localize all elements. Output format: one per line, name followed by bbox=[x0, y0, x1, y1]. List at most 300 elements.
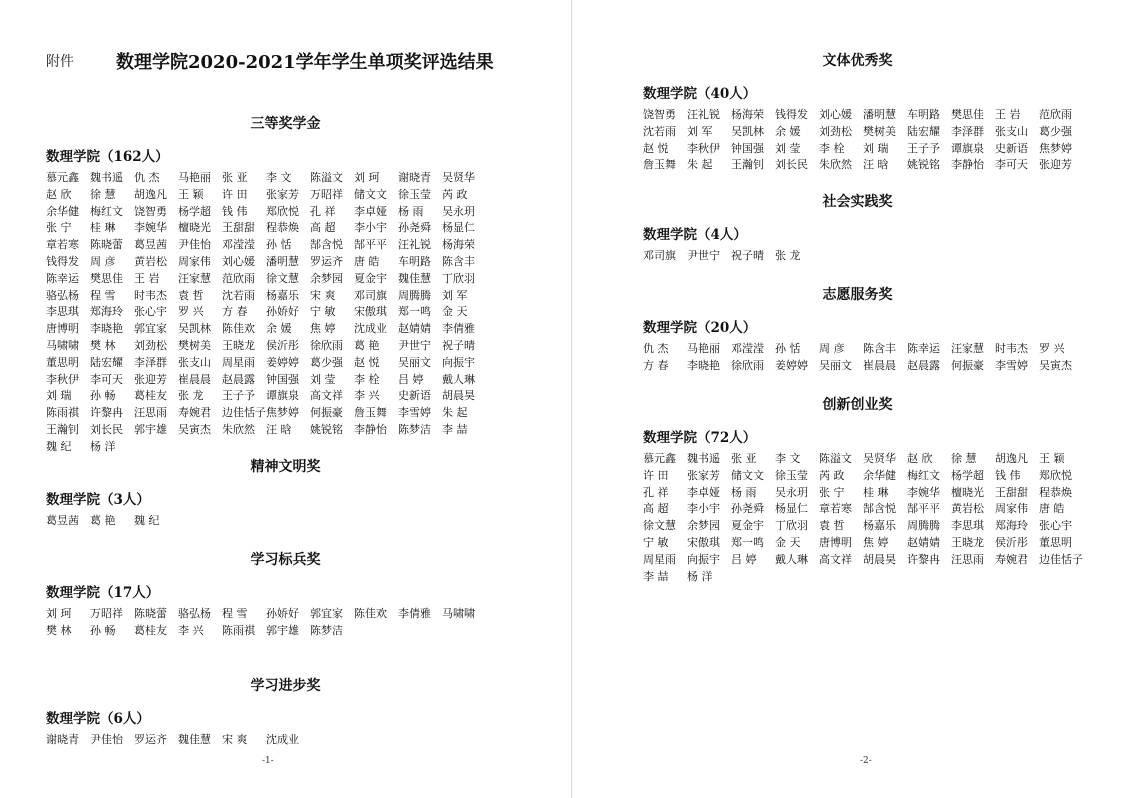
student-name: 马啸啸 bbox=[442, 607, 475, 620]
student-name: 赵晨露 bbox=[907, 358, 940, 372]
student-name: 檀晓光 bbox=[951, 485, 984, 499]
student-name: 芮 政 bbox=[442, 187, 468, 201]
student-name: 钱得发 bbox=[46, 254, 79, 268]
student-name: 沈若雨 bbox=[643, 124, 676, 138]
award-section-third-scholarship bbox=[0, 114, 571, 456]
student-name: 慕元鑫 bbox=[46, 171, 79, 184]
student-name: 郭宇雄 bbox=[134, 422, 167, 436]
student-name: 郑一鸣 bbox=[731, 535, 764, 549]
student-name: 葛 艳 bbox=[90, 514, 116, 527]
student-name: 骆弘杨 bbox=[46, 288, 79, 302]
student-name: 陈雨祺 bbox=[222, 623, 255, 637]
student-name: 李婉华 bbox=[907, 485, 940, 499]
student-name: 张家芳 bbox=[266, 187, 299, 201]
award-section-study-progress bbox=[0, 676, 571, 749]
student-name: 李倩雅 bbox=[398, 607, 431, 620]
student-name: 陈佳欢 bbox=[354, 607, 387, 620]
student-name: 许黎冉 bbox=[90, 406, 123, 420]
student-name: 边佳恬子 bbox=[222, 406, 266, 420]
student-name: 吴丽文 bbox=[819, 358, 852, 372]
student-name: 魏佳慧 bbox=[398, 271, 431, 285]
student-name: 陈梦洁 bbox=[398, 422, 431, 436]
student-name: 邓滢滢 bbox=[222, 238, 255, 252]
student-name: 章若寒 bbox=[46, 238, 79, 252]
student-name: 刘 军 bbox=[687, 124, 713, 138]
student-name: 李 文 bbox=[266, 171, 292, 184]
student-name: 徐 慧 bbox=[90, 187, 116, 201]
student-name: 李可天 bbox=[90, 372, 123, 386]
student-name: 罗运齐 bbox=[134, 733, 167, 746]
award-section-volunteer-service bbox=[572, 285, 1143, 375]
student-name: 钱 伟 bbox=[995, 468, 1021, 482]
student-name: 崔晨晨 bbox=[178, 372, 211, 386]
student-name: 郜含悦 bbox=[310, 238, 343, 252]
student-name: 汪 晗 bbox=[863, 158, 889, 172]
student-name: 杨显仁 bbox=[775, 502, 808, 516]
student-name: 邓司旗 bbox=[643, 249, 676, 262]
student-name: 李 喆 bbox=[643, 569, 669, 583]
student-name: 徐欣雨 bbox=[310, 338, 343, 352]
student-name: 孙 恬 bbox=[266, 238, 292, 252]
student-name: 黄岩松 bbox=[134, 254, 167, 268]
student-name: 方 春 bbox=[643, 358, 669, 372]
student-name: 张 宁 bbox=[46, 221, 72, 235]
award-section-study-model bbox=[0, 550, 571, 640]
student-name: 徐 慧 bbox=[951, 452, 977, 465]
award-title: 文体优秀奖 bbox=[822, 53, 893, 69]
student-name: 祝子晴 bbox=[731, 249, 764, 262]
student-name: 詹玉舞 bbox=[354, 406, 387, 420]
student-name: 张迎芳 bbox=[1039, 158, 1072, 172]
student-name: 邓司旗 bbox=[354, 288, 387, 302]
student-name: 宋 爽 bbox=[310, 288, 336, 302]
student-name: 刘 珂 bbox=[46, 607, 72, 620]
student-name: 胡晨昊 bbox=[442, 389, 475, 403]
student-name: 唐博明 bbox=[46, 322, 79, 336]
student-name: 钟国强 bbox=[731, 141, 764, 155]
award-title: 学习进步奖 bbox=[250, 678, 321, 694]
student-name: 饶智勇 bbox=[643, 108, 676, 121]
student-name: 郑欣悦 bbox=[1039, 468, 1072, 482]
student-name: 李 文 bbox=[775, 452, 801, 465]
student-name: 李卓娅 bbox=[687, 485, 720, 499]
student-name: 葛昱茜 bbox=[134, 238, 167, 252]
student-name: 杨 雨 bbox=[731, 485, 757, 499]
student-name: 王子予 bbox=[222, 389, 255, 403]
student-name: 余梦园 bbox=[310, 271, 343, 285]
student-name: 车明路 bbox=[907, 108, 940, 121]
student-name: 余华健 bbox=[863, 468, 896, 482]
student-name: 梅红文 bbox=[90, 204, 123, 218]
attachment-label: 附件 bbox=[46, 54, 74, 70]
student-name: 高 超 bbox=[310, 221, 336, 235]
award-title: 三等奖学金 bbox=[250, 116, 321, 132]
student-name: 王晓龙 bbox=[222, 338, 255, 352]
student-name: 陈幸运 bbox=[46, 271, 79, 285]
award-title: 社会实践奖 bbox=[822, 194, 893, 210]
student-name: 李 喆 bbox=[442, 422, 468, 436]
student-name: 李雪婷 bbox=[995, 358, 1028, 372]
student-name: 尹世宁 bbox=[687, 249, 720, 262]
student-name: 车明路 bbox=[398, 254, 431, 268]
student-name: 杨 洋 bbox=[90, 439, 116, 453]
award-section-sports-culture bbox=[572, 51, 1143, 174]
student-name: 何振豪 bbox=[951, 358, 984, 372]
student-name: 钟国强 bbox=[266, 372, 299, 386]
student-name: 周家伟 bbox=[995, 502, 1028, 516]
student-name: 唐 皓 bbox=[1039, 502, 1065, 516]
student-name: 方 春 bbox=[222, 305, 248, 319]
student-name: 李小宇 bbox=[354, 221, 387, 235]
student-name: 程恭焕 bbox=[1039, 485, 1072, 499]
student-name: 桂 琳 bbox=[90, 221, 116, 235]
award-section-spiritual-civilization bbox=[0, 457, 571, 530]
award-title: 志愿服务奖 bbox=[822, 287, 893, 303]
student-name: 汪 晗 bbox=[266, 422, 292, 436]
student-name: 万昭祥 bbox=[90, 607, 123, 620]
student-name: 王甜甜 bbox=[995, 485, 1028, 499]
student-name: 王瀚钊 bbox=[46, 422, 79, 436]
student-name: 陈含丰 bbox=[442, 254, 475, 268]
student-name: 樊思佳 bbox=[951, 108, 984, 121]
student-name: 余 媛 bbox=[775, 124, 801, 138]
document-page-2 bbox=[572, 0, 1143, 798]
student-name: 吴凯林 bbox=[731, 124, 764, 138]
student-name: 魏 纪 bbox=[46, 439, 72, 453]
college-count: 数理学院（20人） bbox=[643, 320, 757, 336]
student-name: 姜婷婷 bbox=[266, 355, 299, 369]
student-name: 崔晨晨 bbox=[863, 358, 896, 372]
name-list bbox=[643, 248, 1093, 265]
student-name: 夏金宇 bbox=[354, 271, 387, 285]
student-name: 寿婉君 bbox=[995, 552, 1028, 566]
student-name: 徐玉莹 bbox=[398, 187, 431, 201]
student-name: 李泽群 bbox=[134, 355, 167, 369]
student-name: 孔 祥 bbox=[643, 485, 669, 499]
student-name: 沈若雨 bbox=[222, 288, 255, 302]
student-name: 沈成业 bbox=[266, 733, 299, 746]
student-name: 祝子晴 bbox=[442, 338, 475, 352]
student-name: 范欣雨 bbox=[1039, 108, 1072, 121]
student-name: 汪礼锐 bbox=[687, 108, 720, 121]
student-name: 孙娇好 bbox=[266, 607, 299, 620]
college-count: 数理学院（72人） bbox=[643, 430, 757, 446]
student-name: 张支山 bbox=[178, 355, 211, 369]
award-title: 学习标兵奖 bbox=[250, 552, 321, 568]
student-name: 王 岩 bbox=[995, 108, 1021, 121]
student-name: 葛桂友 bbox=[134, 389, 167, 403]
student-name: 樊 林 bbox=[90, 338, 116, 352]
student-name: 樊思佳 bbox=[90, 271, 123, 285]
student-name: 樊 林 bbox=[46, 623, 72, 637]
student-name: 尹佳怡 bbox=[178, 238, 211, 252]
student-name: 胡逸凡 bbox=[134, 187, 167, 201]
student-name: 赵婧婧 bbox=[398, 322, 431, 336]
student-name: 章若寒 bbox=[819, 502, 852, 516]
student-name: 李 栓 bbox=[819, 141, 845, 155]
student-name: 刘劲松 bbox=[819, 124, 852, 138]
student-name: 李晓艳 bbox=[90, 322, 123, 336]
student-name: 刘 瑞 bbox=[46, 389, 72, 403]
document-title: 数理学院2020-2021学年学生单项奖评选结果 bbox=[116, 52, 494, 73]
student-name: 张家芳 bbox=[687, 468, 720, 482]
student-name: 郜平平 bbox=[907, 502, 940, 516]
student-name: 王瀚钊 bbox=[731, 158, 764, 172]
student-name: 陈晓蕾 bbox=[134, 607, 167, 620]
award-section-innovation-entrepreneurship bbox=[572, 395, 1143, 585]
student-name: 李婉华 bbox=[134, 221, 167, 235]
student-name: 姜婷婷 bbox=[775, 358, 808, 372]
student-name: 马艳丽 bbox=[687, 342, 720, 355]
student-name: 谢晓青 bbox=[46, 733, 79, 746]
student-name: 张 龙 bbox=[178, 389, 204, 403]
student-name: 李 兴 bbox=[354, 389, 380, 403]
student-name: 李 栓 bbox=[354, 372, 380, 386]
student-name: 张心宇 bbox=[134, 305, 167, 319]
student-name: 朱 起 bbox=[442, 406, 468, 420]
student-name: 谭旗泉 bbox=[266, 389, 299, 403]
student-name: 侯沂彤 bbox=[266, 338, 299, 352]
student-name: 储文文 bbox=[354, 187, 387, 201]
student-name: 仇 杰 bbox=[134, 171, 160, 184]
student-name: 李 兴 bbox=[178, 623, 204, 637]
student-name: 陈雨祺 bbox=[46, 406, 79, 420]
student-name: 魏书遥 bbox=[90, 171, 123, 184]
student-name: 罗 兴 bbox=[1039, 342, 1065, 355]
student-name: 郭宇雄 bbox=[266, 623, 299, 637]
student-name: 刘 莹 bbox=[775, 141, 801, 155]
student-name: 陈幸运 bbox=[907, 342, 940, 355]
student-name: 葛昱茜 bbox=[46, 514, 79, 527]
student-name: 孙 畅 bbox=[90, 389, 116, 403]
student-name: 汪家慧 bbox=[951, 342, 984, 355]
student-name: 王 颖 bbox=[178, 187, 204, 201]
student-name: 侯沂彤 bbox=[995, 535, 1028, 549]
student-name: 范欣雨 bbox=[222, 271, 255, 285]
student-name: 孙 畅 bbox=[90, 623, 116, 637]
student-name: 郑一鸣 bbox=[398, 305, 431, 319]
student-name: 余 媛 bbox=[266, 322, 292, 336]
student-name: 丁欣羽 bbox=[442, 271, 475, 285]
student-name: 马啸啸 bbox=[46, 338, 79, 352]
student-name: 钱 伟 bbox=[222, 204, 248, 218]
student-name: 杨 雨 bbox=[398, 204, 424, 218]
award-title: 精神文明奖 bbox=[250, 459, 321, 475]
student-name: 吴贤华 bbox=[863, 452, 896, 465]
student-name: 刘 莹 bbox=[310, 372, 336, 386]
student-name: 周星雨 bbox=[643, 552, 676, 566]
student-name: 陈梦洁 bbox=[310, 623, 343, 637]
student-name: 杨显仁 bbox=[442, 221, 475, 235]
student-name: 张 亚 bbox=[222, 171, 248, 184]
student-name: 徐欣雨 bbox=[731, 358, 764, 372]
student-name: 时韦杰 bbox=[134, 288, 167, 302]
student-name: 慕元鑫 bbox=[643, 452, 676, 465]
student-name: 刘 瑞 bbox=[863, 141, 889, 155]
student-name: 姚锐铭 bbox=[907, 158, 940, 172]
student-name: 董思明 bbox=[46, 355, 79, 369]
student-name: 时韦杰 bbox=[995, 342, 1028, 355]
student-name: 周星雨 bbox=[222, 355, 255, 369]
student-name: 李晓艳 bbox=[687, 358, 720, 372]
name-list bbox=[46, 170, 496, 456]
student-name: 檀晓光 bbox=[178, 221, 211, 235]
student-name: 樊树美 bbox=[863, 124, 896, 138]
student-name: 徐玉莹 bbox=[775, 468, 808, 482]
student-name: 刘心媛 bbox=[819, 108, 852, 121]
student-name: 戴人琳 bbox=[442, 372, 475, 386]
student-name: 李静怡 bbox=[354, 422, 387, 436]
student-name: 陈溢文 bbox=[310, 171, 343, 184]
student-name: 吴贤华 bbox=[442, 171, 475, 184]
student-name: 向振宇 bbox=[442, 355, 475, 369]
student-name: 陆宏耀 bbox=[907, 124, 940, 138]
college-count: 数理学院（6人） bbox=[46, 711, 150, 727]
student-name: 陈晓蕾 bbox=[90, 238, 123, 252]
student-name: 沈成业 bbox=[354, 322, 387, 336]
student-name: 向振宇 bbox=[687, 552, 720, 566]
student-name: 葛桂友 bbox=[134, 623, 167, 637]
student-name: 李静怡 bbox=[951, 158, 984, 172]
student-name: 史新语 bbox=[398, 389, 431, 403]
student-name: 吴丽文 bbox=[398, 355, 431, 369]
student-name: 刘长民 bbox=[90, 422, 123, 436]
student-name: 魏 纪 bbox=[134, 514, 160, 527]
name-list bbox=[643, 451, 1093, 585]
student-name: 郑海玲 bbox=[90, 305, 123, 319]
student-name: 汪思雨 bbox=[134, 406, 167, 420]
student-name: 宋 爽 bbox=[222, 733, 248, 746]
student-name: 梅红文 bbox=[907, 468, 940, 482]
student-name: 唐博明 bbox=[819, 535, 852, 549]
student-name: 刘劲松 bbox=[134, 338, 167, 352]
student-name: 李卓娅 bbox=[354, 204, 387, 218]
student-name: 夏金宇 bbox=[731, 519, 764, 533]
student-name: 焦梦婷 bbox=[1039, 141, 1072, 155]
student-name: 张心宇 bbox=[1039, 519, 1072, 533]
student-name: 程恭焕 bbox=[266, 221, 299, 235]
student-name: 罗运齐 bbox=[310, 254, 343, 268]
student-name: 吕 婷 bbox=[398, 372, 424, 386]
student-name: 吴凯林 bbox=[178, 322, 211, 336]
student-name: 周腾腾 bbox=[398, 288, 431, 302]
student-name: 张 龙 bbox=[775, 249, 801, 262]
student-name: 杨学超 bbox=[951, 468, 984, 482]
student-name: 丁欣羽 bbox=[775, 519, 808, 533]
award-section-social-practice bbox=[572, 192, 1143, 265]
student-name: 金 天 bbox=[775, 535, 801, 549]
student-name: 焦 婷 bbox=[863, 535, 889, 549]
student-name: 储文文 bbox=[731, 468, 764, 482]
student-name: 王 颖 bbox=[1039, 452, 1065, 465]
student-name: 李思琪 bbox=[46, 305, 79, 319]
document-page-1 bbox=[0, 0, 571, 798]
student-name: 葛 艳 bbox=[354, 338, 380, 352]
student-name: 高 超 bbox=[643, 502, 669, 516]
student-name: 杨 洋 bbox=[687, 569, 713, 583]
student-name: 焦 婷 bbox=[310, 322, 336, 336]
student-name: 袁 哲 bbox=[178, 288, 204, 302]
student-name: 尹佳怡 bbox=[90, 733, 123, 746]
student-name: 吴寅杰 bbox=[178, 422, 211, 436]
student-name: 郭宜家 bbox=[310, 607, 343, 620]
student-name: 仇 杰 bbox=[643, 342, 669, 355]
student-name: 饶智勇 bbox=[134, 204, 167, 218]
student-name: 李可天 bbox=[995, 158, 1028, 172]
student-name: 余梦园 bbox=[687, 519, 720, 533]
student-name: 孙 恬 bbox=[775, 342, 801, 355]
student-name: 葛少强 bbox=[310, 355, 343, 369]
student-name: 桂 琳 bbox=[863, 485, 889, 499]
student-name: 徐文慧 bbox=[266, 271, 299, 285]
student-name: 孔 祥 bbox=[310, 204, 336, 218]
student-name: 高文祥 bbox=[310, 389, 343, 403]
student-name: 吴永玥 bbox=[775, 485, 808, 499]
student-name: 张支山 bbox=[995, 124, 1028, 138]
student-name: 焦梦婷 bbox=[266, 406, 299, 420]
student-name: 魏佳慧 bbox=[178, 733, 211, 746]
student-name: 宁 敏 bbox=[643, 535, 669, 549]
student-name: 骆弘杨 bbox=[178, 607, 211, 620]
student-name: 张迎芳 bbox=[134, 372, 167, 386]
student-name: 胡晨昊 bbox=[863, 552, 896, 566]
student-name: 谢晓青 bbox=[398, 171, 431, 184]
student-name: 李秋伊 bbox=[687, 141, 720, 155]
student-name: 张 亚 bbox=[731, 452, 757, 465]
student-name: 刘 军 bbox=[442, 288, 468, 302]
student-name: 孙娇好 bbox=[266, 305, 299, 319]
student-name: 王晓龙 bbox=[951, 535, 984, 549]
student-name: 朱欣然 bbox=[222, 422, 255, 436]
student-name: 邓滢滢 bbox=[731, 342, 764, 355]
student-name: 杨嘉乐 bbox=[863, 519, 896, 533]
student-name: 赵 悦 bbox=[643, 141, 669, 155]
student-name: 袁 哲 bbox=[819, 519, 845, 533]
student-name: 周 彦 bbox=[819, 342, 845, 355]
student-name: 万昭祥 bbox=[310, 187, 343, 201]
student-name: 赵晨露 bbox=[222, 372, 255, 386]
student-name: 戴人琳 bbox=[775, 552, 808, 566]
college-count: 数理学院（3人） bbox=[46, 492, 150, 508]
student-name: 钱得发 bbox=[775, 108, 808, 121]
student-name: 吴永玥 bbox=[442, 204, 475, 218]
student-name: 郭宜家 bbox=[134, 322, 167, 336]
student-name: 许黎冉 bbox=[907, 552, 940, 566]
student-name: 杨海荣 bbox=[442, 238, 475, 252]
student-name: 李雪婷 bbox=[398, 406, 431, 420]
student-name: 张 宁 bbox=[819, 485, 845, 499]
student-name: 金 天 bbox=[442, 305, 468, 319]
student-name: 周家伟 bbox=[178, 254, 211, 268]
student-name: 姚锐铭 bbox=[310, 422, 343, 436]
student-name: 刘心媛 bbox=[222, 254, 255, 268]
student-name: 樊树美 bbox=[178, 338, 211, 352]
student-name: 刘长民 bbox=[775, 158, 808, 172]
student-name: 朱 起 bbox=[687, 158, 713, 172]
award-title: 创新创业奖 bbox=[822, 397, 893, 413]
student-name: 何振豪 bbox=[310, 406, 343, 420]
student-name: 李思琪 bbox=[951, 519, 984, 533]
student-name: 陈含丰 bbox=[863, 342, 896, 355]
college-count: 数理学院（4人） bbox=[643, 227, 747, 243]
student-name: 李倩雅 bbox=[442, 322, 475, 336]
student-name: 郜含悦 bbox=[863, 502, 896, 516]
document-header bbox=[46, 48, 546, 74]
student-name: 许 田 bbox=[222, 187, 248, 201]
student-name: 郑欣悦 bbox=[266, 204, 299, 218]
student-name: 潘明慧 bbox=[266, 254, 299, 268]
student-name: 宁 敏 bbox=[310, 305, 336, 319]
